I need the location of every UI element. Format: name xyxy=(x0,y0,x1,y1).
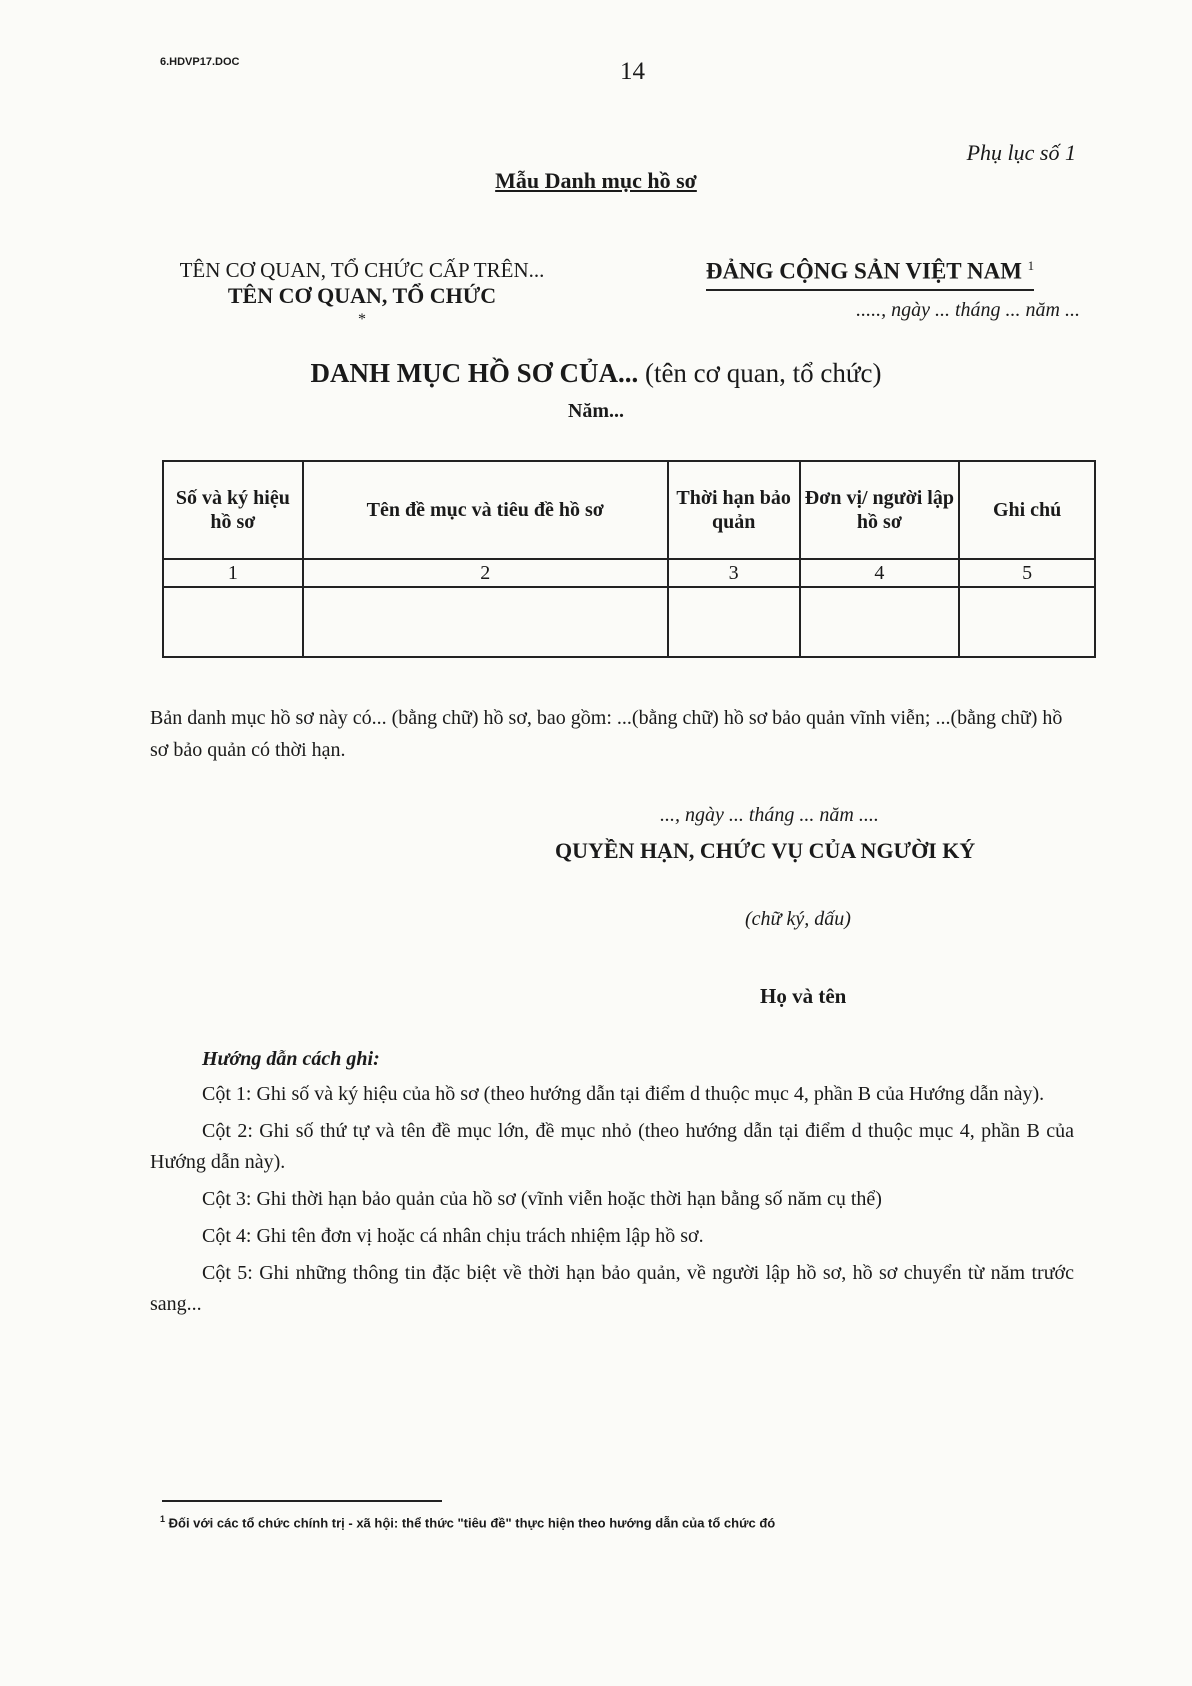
header-record-title: Tên đề mục và tiêu đề hồ sơ xyxy=(303,461,668,559)
list-title-rest: (tên cơ quan, tổ chức) xyxy=(638,358,882,388)
footnote-divider xyxy=(162,1500,442,1502)
empty-cell xyxy=(163,587,303,657)
list-title xyxy=(0,358,1192,389)
records-table xyxy=(162,460,1096,658)
footnote-text: Đối với các tổ chức chính trị - xã hội: thể thức "tiêu đề" thực hiện theo hướng dẫn của tổ chức đó xyxy=(165,1515,776,1531)
column-number: 1 xyxy=(163,559,303,587)
signer-title: QUYỀN HẠN, CHỨC VỤ CỦA NGƯỜI KÝ xyxy=(555,838,976,863)
list-year: Năm... xyxy=(567,400,625,422)
summary-text: Bản danh mục hồ sơ này có... (bằng chữ) hồ sơ, bao gồm: ...(bằng chữ) hồ sơ bảo quản vĩnh viễn; ...(bằng chữ) hồ sơ bảo quản có thời hạn. xyxy=(150,707,1063,761)
org-line: TÊN CƠ QUAN, TỔ CHỨC xyxy=(227,283,497,308)
party-name-wrap xyxy=(706,258,1034,291)
guide-section xyxy=(150,1044,1074,1326)
empty-cell xyxy=(800,587,960,657)
signer-name: Họ và tên xyxy=(760,984,847,1008)
file-code: 6.HDVP17.DOC xyxy=(160,56,240,68)
guide-heading: Hướng dẫn cách ghi: xyxy=(202,1048,380,1070)
table-number-row xyxy=(163,559,1095,587)
column-number: 5 xyxy=(959,559,1095,587)
star-mark: * xyxy=(358,311,366,328)
appendix-label: Phụ lục số 1 xyxy=(966,140,1076,165)
form-title-wrap xyxy=(0,168,1192,194)
table-header-row xyxy=(163,461,1095,559)
signature-date: ..., ngày ... tháng ... năm .... xyxy=(660,804,879,826)
table-empty-row xyxy=(163,587,1095,657)
column-number: 4 xyxy=(800,559,960,587)
list-title-bold: DANH MỤC HỒ SƠ CỦA... xyxy=(310,358,639,388)
empty-cell xyxy=(959,587,1095,657)
empty-cell xyxy=(303,587,668,657)
form-title: Mẫu Danh mục hồ sơ xyxy=(495,168,697,193)
guide-item: Cột 2: Ghi số thứ tự và tên đề mục lớn, đề mục nhỏ (theo hướng dẫn tại điểm d thuộc mục 4, phần B của Hướng dẫn này). xyxy=(150,1120,1074,1173)
header-notes: Ghi chú xyxy=(959,461,1095,559)
guide-item: Cột 3: Ghi thời hạn bảo quản của hồ sơ (vĩnh viễn hoặc thời hạn bằng số năm cụ thể) xyxy=(202,1188,882,1210)
footnote-mark: 1 xyxy=(160,1514,166,1524)
column-number: 3 xyxy=(668,559,800,587)
party-footnote-mark: 1 xyxy=(1027,258,1035,273)
header-unit: Đơn vị/ người lập hồ sơ xyxy=(800,461,960,559)
header-record-code: Số và ký hiệu hồ sơ xyxy=(163,461,303,559)
party-date-line: ....., ngày ... tháng ... năm ... xyxy=(856,298,1080,321)
party-name: ĐẢNG CỘNG SẢN VIỆT NAM xyxy=(705,258,1022,284)
signature-note: (chữ ký, dấu) xyxy=(745,908,851,930)
column-number: 2 xyxy=(303,559,668,587)
empty-cell xyxy=(668,587,800,657)
org-header xyxy=(112,258,612,329)
guide-item: Cột 4: Ghi tên đơn vị hoặc cá nhân chịu trách nhiệm lập hồ sơ. xyxy=(202,1225,704,1247)
parent-org-line: TÊN CƠ QUAN, TỔ CHỨC CẤP TRÊN... xyxy=(179,258,545,282)
footnote xyxy=(160,1514,775,1530)
guide-item: Cột 5: Ghi những thông tin đặc biệt về thời hạn bảo quản, về người lập hồ sơ, hồ sơ chuyển từ năm trước sang... xyxy=(150,1262,1074,1315)
guide-item: Cột 1: Ghi số và ký hiệu của hồ sơ (theo hướng dẫn tại điểm d thuộc mục 4, phần B của Hướng dẫn này). xyxy=(202,1083,1045,1105)
header-retention: Thời hạn bảo quản xyxy=(668,461,800,559)
party-header xyxy=(650,258,1090,322)
page-number: 14 xyxy=(620,58,645,85)
